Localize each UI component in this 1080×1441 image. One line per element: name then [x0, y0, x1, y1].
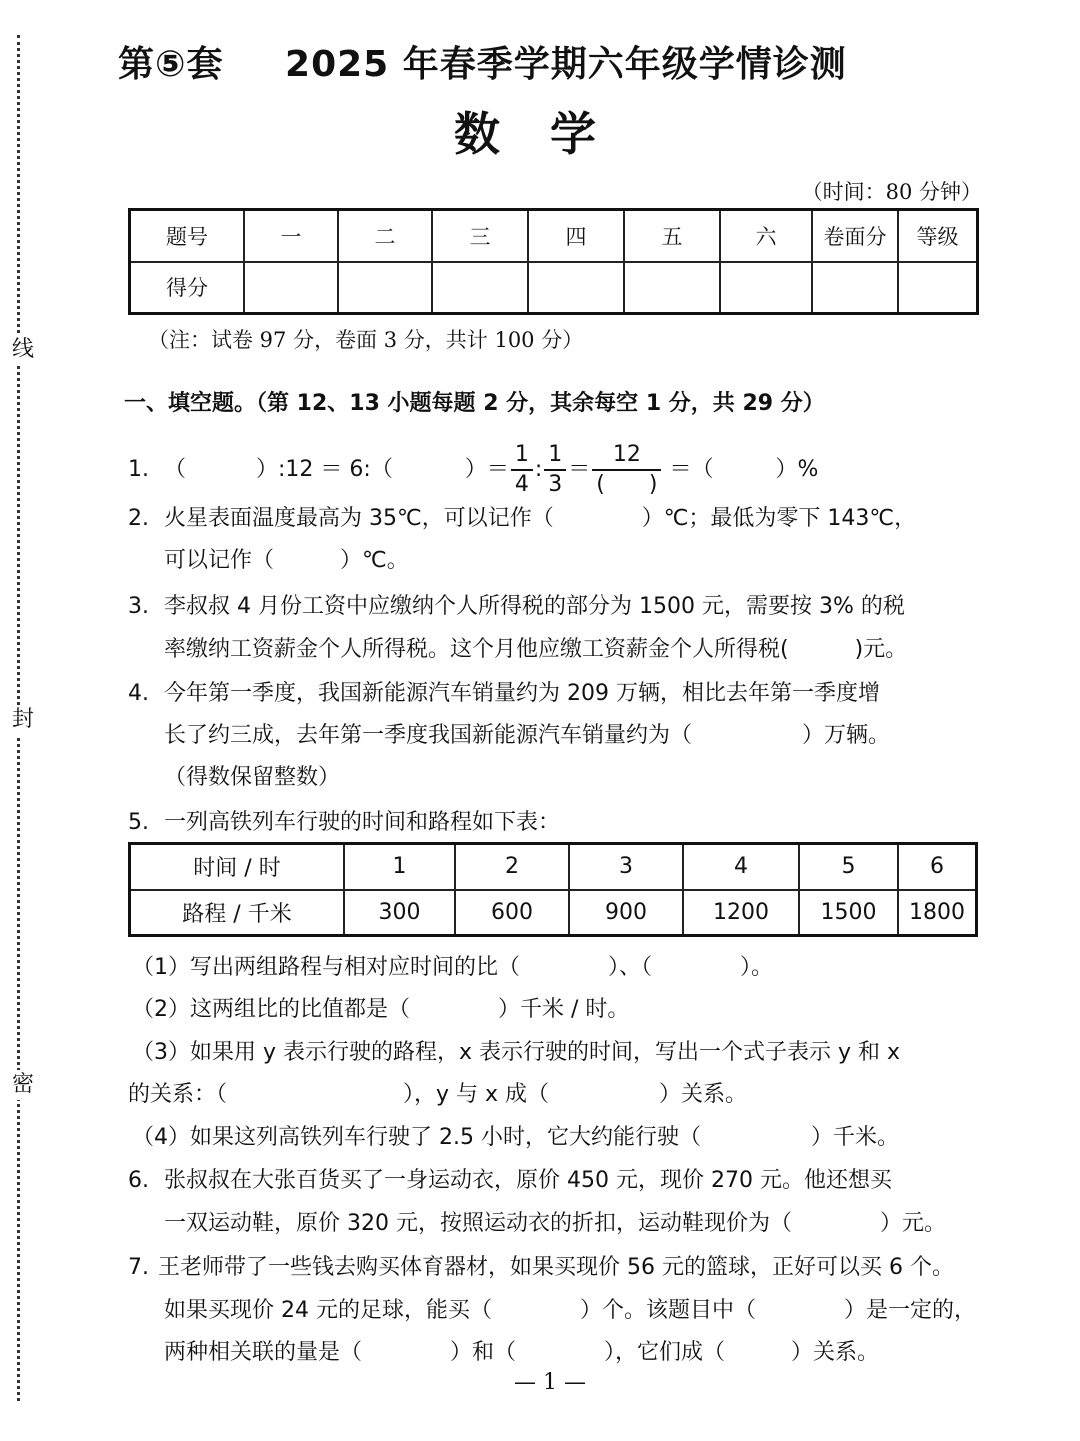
score-table-score-row	[130, 262, 978, 314]
question-4-line-3: （得数保留整数）	[164, 765, 341, 790]
score-header-cell: 六	[720, 210, 812, 262]
score-table-header-row	[130, 210, 978, 262]
time-cell: 3	[569, 844, 683, 890]
question-6-line-1: 6. 张叔叔在大张百货买了一身运动衣，原价 450 元，现价 270 元。他还想买	[128, 1168, 892, 1193]
exam-header	[118, 36, 847, 87]
exam-title: 2025 年春季学期六年级学情诊测	[285, 44, 847, 85]
train-time-distance-table	[128, 842, 978, 937]
question-7-line-3: 两种相关联的量是（ ）和（ ），它们成（ ）关系。	[164, 1340, 880, 1365]
distance-cell: 1800	[898, 890, 977, 936]
time-cell: 2	[455, 844, 569, 890]
row-header: 路程 / 千米	[130, 890, 345, 936]
distance-cell: 1500	[799, 890, 898, 936]
score-cell[interactable]	[338, 262, 432, 314]
time-note: （时间：80 分钟）	[801, 180, 982, 204]
question-number: 3.	[128, 594, 149, 619]
fraction-one-third: $\frac{1}{3}$	[544, 441, 566, 499]
question-7-line-1: 7. 王老师带了一些钱去购买体育器材，如果买现价 56 元的篮球，正好可以买 6 个。	[128, 1255, 954, 1280]
section-1-title: 一、填空题。（第 12、13 小题每题 2 分，其余每空 1 分，共 29 分）	[124, 391, 825, 416]
question-6-line-2: 一双运动鞋，原价 320 元，按照运动衣的折扣，运动鞋现价为（ ）元。	[164, 1211, 946, 1236]
score-header-cell: 等级	[898, 210, 978, 262]
distance-cell: 300	[344, 890, 455, 936]
question-7-line-2: 如果买现价 24 元的足球，能买（ ）个。该题目中（ ）是一定的，	[164, 1298, 976, 1323]
question-4-line-1: 4. 今年第一季度，我国新能源汽车销量约为 209 万辆，相比去年第一季度增	[128, 681, 880, 706]
question-5-intro: 5. 一列高铁列车行驶的时间和路程如下表：	[128, 810, 561, 835]
binding-char-feng: 封	[8, 705, 38, 735]
question-number: 5.	[128, 810, 149, 835]
score-header-cell: 四	[528, 210, 624, 262]
question-number: 2.	[128, 506, 149, 531]
score-header-cell: 二	[338, 210, 432, 262]
question-5-sub-2: （2）这两组比的比值都是（ ）千米 / 时。	[132, 997, 630, 1022]
question-number: 1.	[128, 457, 149, 482]
question-number: 7.	[128, 1255, 149, 1280]
fraction-one-quarter: $\frac{1}{4}$	[511, 441, 533, 499]
score-cell[interactable]	[624, 262, 720, 314]
distance-cell: 900	[569, 890, 683, 936]
score-cell[interactable]	[812, 262, 898, 314]
time-cell: 6	[898, 844, 977, 890]
distance-cell: 1200	[683, 890, 799, 936]
score-cell[interactable]	[528, 262, 624, 314]
score-header-cell: 三	[432, 210, 528, 262]
time-row	[130, 844, 977, 890]
row-header: 时间 / 时	[130, 844, 345, 890]
question-3-line-1: 3. 李叔叔 4 月份工资中应缴纳个人所得税的部分为 1500 元，需要按 3% 的税	[128, 594, 905, 619]
score-cell[interactable]	[244, 262, 338, 314]
time-cell: 4	[683, 844, 799, 890]
question-3-line-2: 率缴纳工资薪金个人所得税。这个月他应缴工资薪金个人所得税( )元。	[164, 637, 908, 662]
score-cell[interactable]	[432, 262, 528, 314]
question-5-sub-3-line-2: 的关系：（ ），y 与 x 成（ ）关系。	[128, 1082, 748, 1107]
set-label: 第⑤套	[118, 44, 224, 85]
binding-char-mi: 密	[8, 1070, 38, 1100]
score-header-cell: 题号	[130, 210, 245, 262]
subject-title: 数学	[454, 107, 646, 161]
score-header-cell: 卷面分	[812, 210, 898, 262]
score-row-label: 得分	[130, 262, 245, 314]
question-5-sub-1: （1）写出两组路程与相对应时间的比（ ）、（ ）。	[132, 955, 773, 980]
question-2-line-2: 可以记作（ ）℃。	[164, 548, 409, 573]
score-table	[128, 208, 979, 315]
score-header-cell: 五	[624, 210, 720, 262]
question-1: 1. （ ）:12 ＝ 6:（ ）＝ $\frac{1}{4}$ : $\frac{1}{3}$ ＝ $\frac{12}{( )}$ ＝（ ）%	[128, 442, 819, 497]
score-cell[interactable]	[898, 262, 978, 314]
page-number: — 1 —	[514, 1370, 586, 1395]
time-cell: 5	[799, 844, 898, 890]
question-2-line-1: 2. 火星表面温度最高为 35℃，可以记作（ ）℃；最低为零下 143℃，	[128, 506, 917, 531]
question-4-line-2: 长了约三成，去年第一季度我国新能源汽车销量约为（ ）万辆。	[164, 723, 891, 748]
question-5-sub-3-line-1: （3）如果用 y 表示行驶的路程，x 表示行驶的时间，写出一个式子表示 y 和 x	[132, 1040, 901, 1065]
score-cell[interactable]	[720, 262, 812, 314]
question-5-sub-4: （4）如果这列高铁列车行驶了 2.5 小时，它大约能行驶（ ）千米。	[132, 1125, 899, 1150]
question-number: 4.	[128, 681, 149, 706]
score-note: （注：试卷 97 分，卷面 3 分，共计 100 分）	[148, 328, 584, 352]
question-number: 6.	[128, 1168, 149, 1193]
binding-char-xian: 线	[8, 335, 38, 365]
distance-row	[130, 890, 977, 936]
score-header-cell: 一	[244, 210, 338, 262]
fraction-twelve-over-blank[interactable]: $\frac{12}{( )}$	[592, 441, 661, 499]
distance-cell: 600	[455, 890, 569, 936]
time-cell: 1	[344, 844, 455, 890]
